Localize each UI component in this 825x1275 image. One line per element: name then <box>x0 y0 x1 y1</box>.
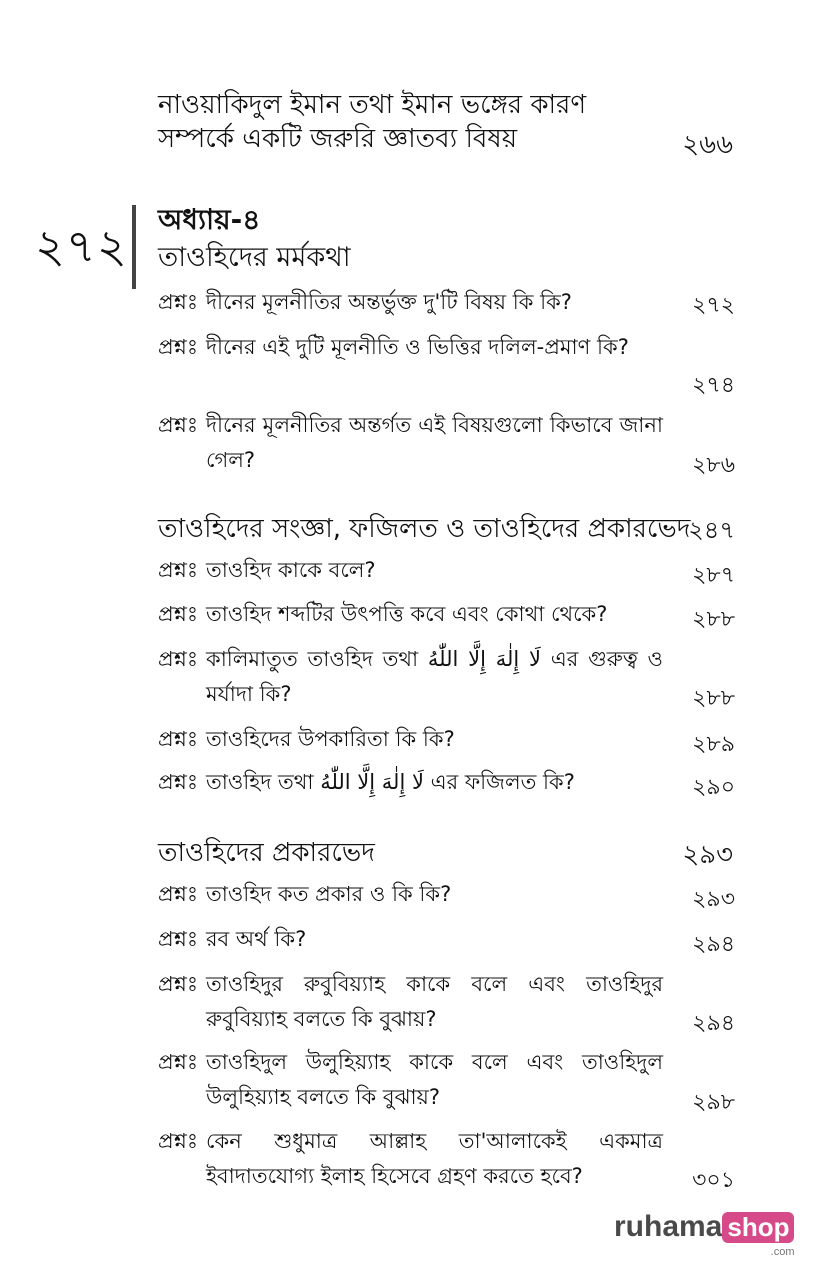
question-label: প্রশ্নঃ <box>158 1050 199 1074</box>
question-text: তাওহিদ কত প্রকার ও কি কি? <box>206 882 452 906</box>
chapter-page-number: ২৭২ <box>35 219 128 273</box>
toc-entry[interactable] <box>158 553 663 588</box>
question-label: প্রশ্নঃ <box>158 602 199 626</box>
toc-entry[interactable] <box>158 285 663 320</box>
toc-entry[interactable] <box>158 330 663 365</box>
question-text: দীনের মূলনীতির অন্তর্গত এই বিষয়গুলো কিভাবে জানা গেল? <box>206 413 663 472</box>
toc-page: ৩০১ <box>692 1168 735 1193</box>
question-text: তাওহিদ তথা لَا إِلٰهَ إِلَّا اللّٰهُ এর ফজিলত কি? <box>206 770 575 794</box>
toc-page: ২৮৮ <box>692 607 735 632</box>
toc-page: ২৭২ <box>692 293 735 318</box>
toc-page: ২৮৭ <box>692 563 735 588</box>
section-title[interactable]: তাওহিদের সংজ্ঞা, ফজিলত ও তাওহিদের প্রকারভেদ <box>158 514 691 544</box>
question-label: প্রশ্নঃ <box>158 882 199 906</box>
question-text: তাওহিদ কাকে বলে? <box>206 558 376 582</box>
toc-entry[interactable] <box>158 597 663 632</box>
logo-domain: .com <box>770 1246 795 1258</box>
toc-page: ২৮৯ <box>692 732 735 757</box>
question-label: প্রশ্নঃ <box>158 927 199 951</box>
question-label: প্রশ্নঃ <box>158 335 199 359</box>
toc-page: ২৭৪ <box>692 373 735 398</box>
intro-page: ২৬৬ <box>682 130 733 160</box>
question-label: প্রশ্নঃ <box>158 290 199 314</box>
question-text: তাওহিদুর রুবুবিয়্যাহ কাকে বলে এবং তাওহিদুর রুবুবিয়্যাহ বলতে কি বুঝায়? <box>206 972 663 1031</box>
question-label: প্রশ্নঃ <box>158 647 199 671</box>
toc-entry[interactable] <box>158 922 663 957</box>
toc-entry[interactable] <box>158 877 663 912</box>
question-label: প্রশ্নঃ <box>158 558 199 582</box>
section-page: ২৯৩ <box>682 840 733 870</box>
question-text: দীনের এই দুটি মূলনীতি ও ভিত্তির দলিল-প্রমাণ কি? <box>206 335 629 359</box>
section-title[interactable]: তাওহিদের প্রকারভেদ <box>158 838 375 868</box>
question-text: কেন শুধুমাত্র আল্লাহ তা'আলাকেই একমাত্র ইবাদাতযোগ্য ইলাহ হিসেবে গ্রহণ করতে হবে? <box>206 1129 663 1188</box>
toc-page: ২৯৮ <box>692 1090 735 1115</box>
chapter-subtitle: তাওহিদের মর্মকথা <box>158 242 351 273</box>
toc-page: ২৯৩ <box>692 887 735 912</box>
toc-entry[interactable] <box>158 967 663 1037</box>
toc-page: ২৮৮ <box>692 686 735 711</box>
toc-page: ২৮৬ <box>692 453 735 478</box>
chapter-title: অধ্যায়-৪ <box>158 203 261 236</box>
toc-page: ২৯৪ <box>692 1011 735 1036</box>
chapter-divider <box>132 205 136 289</box>
question-label: প্রশ্নঃ <box>158 770 199 794</box>
toc-page: ২৯০ <box>692 775 735 800</box>
question-text: তাওহিদুল উলুহিয়্যাহ কাকে বলে এবং তাওহিদুল উলুহিয়্যাহ বলতে কি বুঝায়? <box>206 1050 663 1109</box>
toc-entry[interactable] <box>158 642 663 712</box>
toc-entry[interactable] <box>158 1124 663 1194</box>
logo-text-shop: shop <box>722 1212 794 1243</box>
question-text: তাওহিদের উপকারিতা কি কি? <box>206 727 455 751</box>
toc-entry[interactable] <box>158 722 663 757</box>
question-text: রব অর্থ কি? <box>206 927 307 951</box>
intro-line-2: সম্পর্কে একটি জরুরি জ্ঞাতব্য বিষয় <box>158 124 518 154</box>
question-label: প্রশ্নঃ <box>158 1129 199 1153</box>
question-label: প্রশ্নঃ <box>158 727 199 751</box>
question-label: প্রশ্নঃ <box>158 972 199 996</box>
toc-page: ২৯৪ <box>692 932 735 957</box>
toc-entry[interactable] <box>158 765 663 800</box>
question-text: তাওহিদ শব্দটির উৎপত্তি কবে এবং কোথা থেকে? <box>206 602 608 626</box>
logo-text-ruhama: ruhama <box>614 1210 723 1243</box>
ruhamashop-logo <box>614 1210 795 1258</box>
question-text: দীনের মূলনীতির অন্তর্ভুক্ত দু'টি বিষয় কি কি? <box>206 290 572 314</box>
toc-entry[interactable] <box>158 1045 663 1115</box>
question-text: কালিমাতুত তাওহিদ তথা لَا إِلٰهَ إِلَّا اللّٰهُ এর গুরুত্ব ও মর্যাদা কি? <box>206 647 664 706</box>
toc-entry[interactable] <box>158 408 663 478</box>
section-page: ২৪৭ <box>688 516 735 544</box>
question-label: প্রশ্নঃ <box>158 413 199 437</box>
intro-line-1: নাওয়াকিদুল ইমান তথা ইমান ভঙ্গের কারণ <box>158 90 587 120</box>
